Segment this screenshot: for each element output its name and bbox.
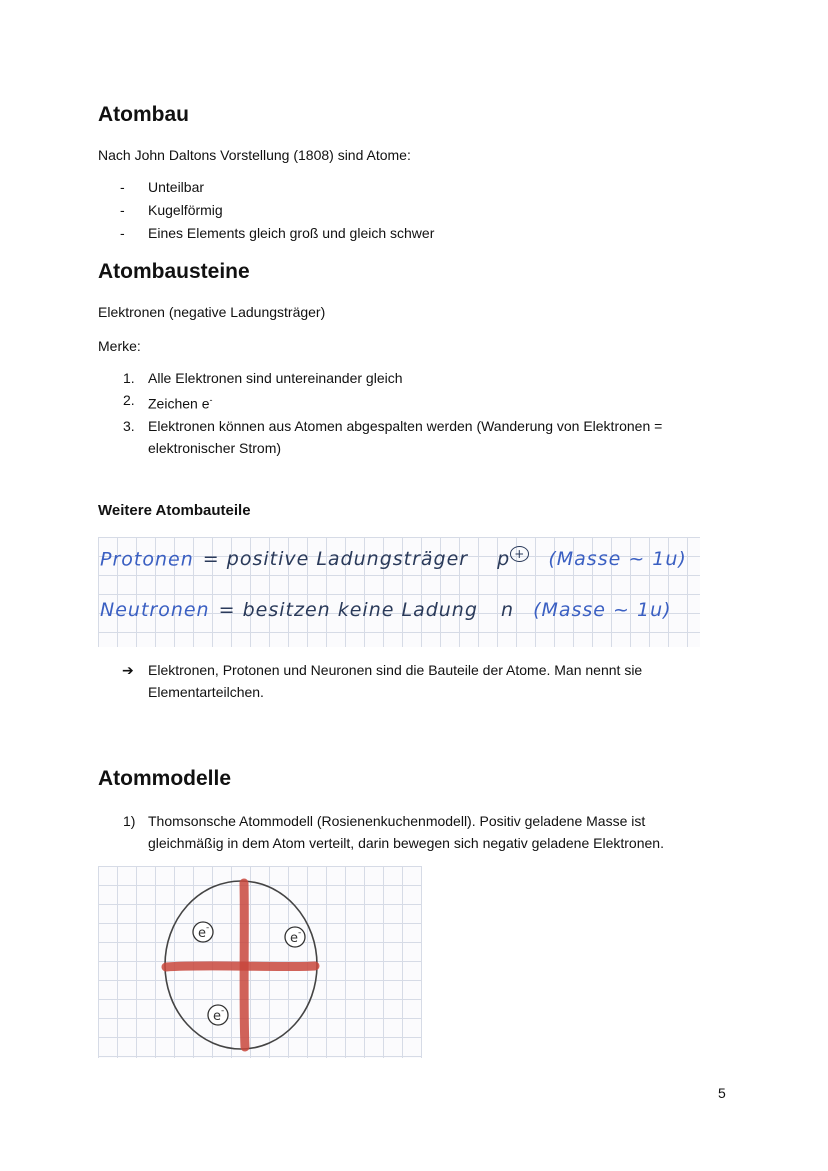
electrons-subtitle: Elektronen (negative Ladungsträger): [98, 304, 326, 320]
thomson-drawing: [98, 866, 422, 1058]
list-item: - Kugelförmig: [120, 202, 223, 218]
svg-text:-: -: [206, 923, 210, 933]
thomson-atom-diagram: [98, 866, 422, 1058]
model-list: [120, 810, 720, 854]
electron-icon: [193, 922, 213, 942]
list-item: 1. Alle Elektronen sind untereinander gleich: [123, 370, 403, 386]
heading-atombausteine: Atombausteine: [98, 260, 250, 283]
svg-text:e: e: [290, 931, 298, 946]
svg-text:-: -: [298, 928, 302, 938]
page-number: 5: [718, 1085, 726, 1101]
electron-icon: [208, 1005, 228, 1025]
heading-atommodelle: Atommodelle: [98, 767, 232, 790]
list-item: 2. Zeichen e-: [123, 392, 213, 412]
electron-icon: [285, 927, 305, 947]
arrow-right-icon: ➔: [122, 662, 134, 678]
handwritten-line-neutronen: Neutronen = besitzen keine Ladung n (Masse ~ 1u): [100, 599, 672, 621]
handwritten-notes: [98, 537, 700, 647]
cross-horizontal: [166, 966, 315, 967]
heading-weitere-atombauteile: Weitere Atombauteile: [98, 502, 251, 519]
list-item: 1) Thomsonsche Atommodell (Rosienenkuchenmodell). Positiv geladene Masse ist gleichmäßig in dem Atom verteilt, darin bewegen sich negativ geladene Elektronen.: [123, 813, 664, 851]
list-item: - Unteilbar: [120, 179, 205, 195]
heading-atombau: Atombau: [98, 103, 189, 126]
svg-text:-: -: [221, 1006, 225, 1016]
svg-text:e: e: [198, 926, 206, 941]
list-item: 3. Elektronen können aus Atomen abgespalten werden (Wanderung von Elektronen = elektronischer Strom): [123, 417, 663, 456]
dalton-intro: Nach John Daltons Vorstellung (1808) sind Atome:: [98, 147, 411, 163]
dalton-list: [120, 176, 434, 245]
svg-text:e: e: [213, 1009, 221, 1024]
handwritten-line-protonen: Protonen = positive Ladungsträger p + (Masse ~ 1u): [100, 547, 687, 571]
list-item: - Eines Elements gleich groß und gleich schwer: [120, 225, 435, 241]
conclusion-note: ➔ Elektronen, Protonen und Neuronen sind die Bauteile der Atome. Man nennt sie Elementarteilchen.: [122, 659, 722, 703]
merke-label: Merke:: [98, 338, 141, 354]
merke-list: [120, 367, 720, 459]
